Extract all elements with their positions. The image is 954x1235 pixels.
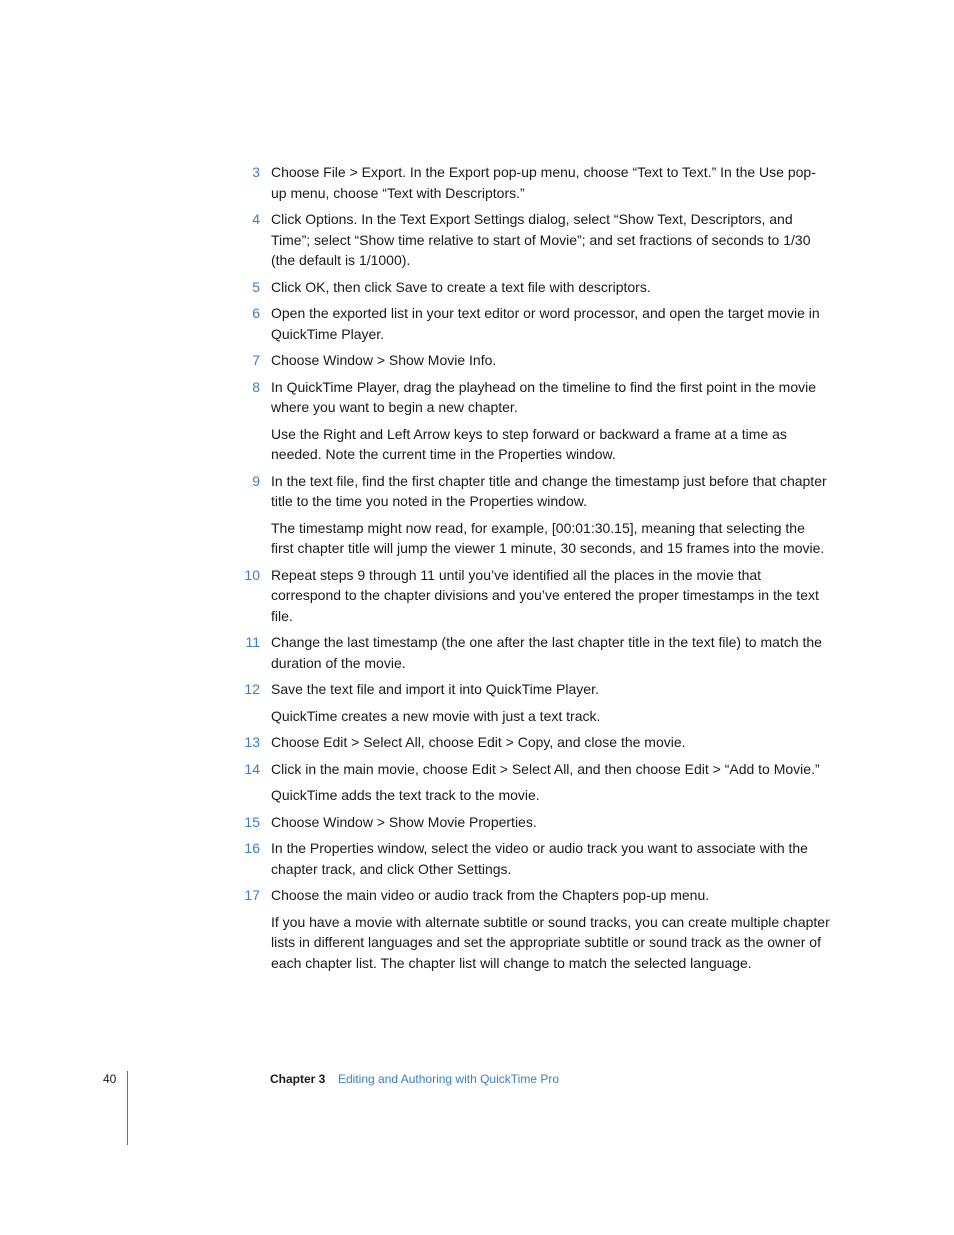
step-number: 10 bbox=[244, 566, 260, 583]
step-text: Choose Edit > Select All, choose Edit > Copy, and close the movie. bbox=[271, 734, 686, 750]
step-text: In the Properties window, select the video or audio track you want to associate with the chapter track, and click Other Settings. bbox=[271, 840, 808, 877]
step-number: 14 bbox=[244, 760, 260, 777]
step-text: Click Options. In the Text Export Settings dialog, select “Show Text, Descriptors, and Time”; select “Show time relative to start of Movie”; and set fractions of seconds to 1/30 (the default is 1/1000). bbox=[271, 211, 811, 268]
step-9 bbox=[240, 471, 830, 512]
step-8 bbox=[240, 377, 830, 418]
step-text: Choose the main video or audio track from the Chapters pop-up menu. bbox=[271, 887, 710, 903]
step-7 bbox=[240, 350, 830, 371]
step-text: Save the text file and import it into QuickTime Player. bbox=[271, 681, 599, 697]
step-number: 12 bbox=[244, 681, 260, 697]
step-number: 9 bbox=[252, 472, 260, 489]
step-12 bbox=[240, 679, 830, 700]
footer-chapter-label: Chapter 3 bbox=[270, 1072, 326, 1086]
step-number: 11 bbox=[245, 634, 260, 650]
step-4 bbox=[240, 209, 830, 271]
step-15 bbox=[240, 812, 830, 833]
step-text: Open the exported list in your text editor or word processor, and open the target movie in QuickTime Player. bbox=[271, 305, 820, 342]
step-number: 8 bbox=[252, 378, 260, 395]
step-text: Choose Window > Show Movie Info. bbox=[271, 352, 497, 368]
step-13 bbox=[240, 732, 830, 753]
step-number: 16 bbox=[244, 840, 260, 856]
instructions-list bbox=[240, 162, 830, 979]
step-text: Repeat steps 9 through 11 until you’ve identified all the places in the movie that correspond to the chapter divisions and you’ve entered the proper timestamps in the text file. bbox=[271, 566, 819, 624]
step-text: Click OK, then click Save to create a text file with descriptors. bbox=[271, 278, 651, 295]
step-note: If you have a movie with alternate subtitle or sound tracks, you can create multiple chapter lists in different languages and set the appropriate subtitle or sound track as the owner of each chapter list. The chapter list will change to match the selected language. bbox=[271, 913, 830, 971]
step-text: In the text file, find the first chapter title and change the timestamp just before that chapter title to the time you noted in the Properties window. bbox=[271, 472, 827, 509]
step-16 bbox=[240, 838, 830, 879]
page-number: 40 bbox=[103, 1072, 117, 1086]
footer-chapter-title: Editing and Authoring with QuickTime Pro bbox=[338, 1072, 559, 1086]
step-10 bbox=[240, 565, 830, 627]
step-6 bbox=[240, 303, 830, 344]
step-number: 6 bbox=[252, 305, 260, 321]
step-note: Use the Right and Left Arrow keys to step forward or backward a frame at a time as needed. Note the current time in the Properties window. bbox=[271, 425, 787, 462]
step-number: 17 bbox=[244, 887, 260, 903]
step-number: 4 bbox=[252, 211, 260, 227]
step-11 bbox=[240, 632, 830, 673]
step-14 bbox=[240, 759, 830, 780]
step-5 bbox=[240, 277, 830, 298]
step-note: QuickTime creates a new movie with just a text track. bbox=[271, 707, 601, 724]
step-number: 7 bbox=[252, 352, 260, 368]
step-text: Click in the main movie, choose Edit > Select All, and then choose Edit > “Add to Movie.” bbox=[271, 760, 820, 777]
step-text: In QuickTime Player, drag the playhead on the timeline to find the first point in the movie where you want to begin a new chapter. bbox=[271, 378, 816, 415]
step-text: Choose Window > Show Movie Properties. bbox=[271, 813, 537, 830]
step-note: QuickTime adds the text track to the movie. bbox=[271, 787, 540, 803]
step-number: 3 bbox=[252, 164, 260, 180]
step-text: Choose File > Export. In the Export pop-up menu, choose “Text to Text.” In the Use pop-up menu, choose “Text with Descriptors.” bbox=[271, 164, 816, 201]
step-3 bbox=[240, 162, 830, 203]
step-number: 15 bbox=[244, 813, 260, 830]
step-text: Change the last timestamp (the one after the last chapter title in the text file) to match the duration of the movie. bbox=[271, 634, 822, 671]
step-note: The timestamp might now read, for example, [00:01:30.15], meaning that selecting the first chapter title will jump the viewer 1 minute, 30 seconds, and 15 frames into the movie. bbox=[271, 519, 825, 556]
step-number: 13 bbox=[244, 734, 260, 750]
step-number: 5 bbox=[252, 278, 260, 295]
step-17 bbox=[240, 885, 830, 906]
footer-divider bbox=[127, 1071, 128, 1145]
